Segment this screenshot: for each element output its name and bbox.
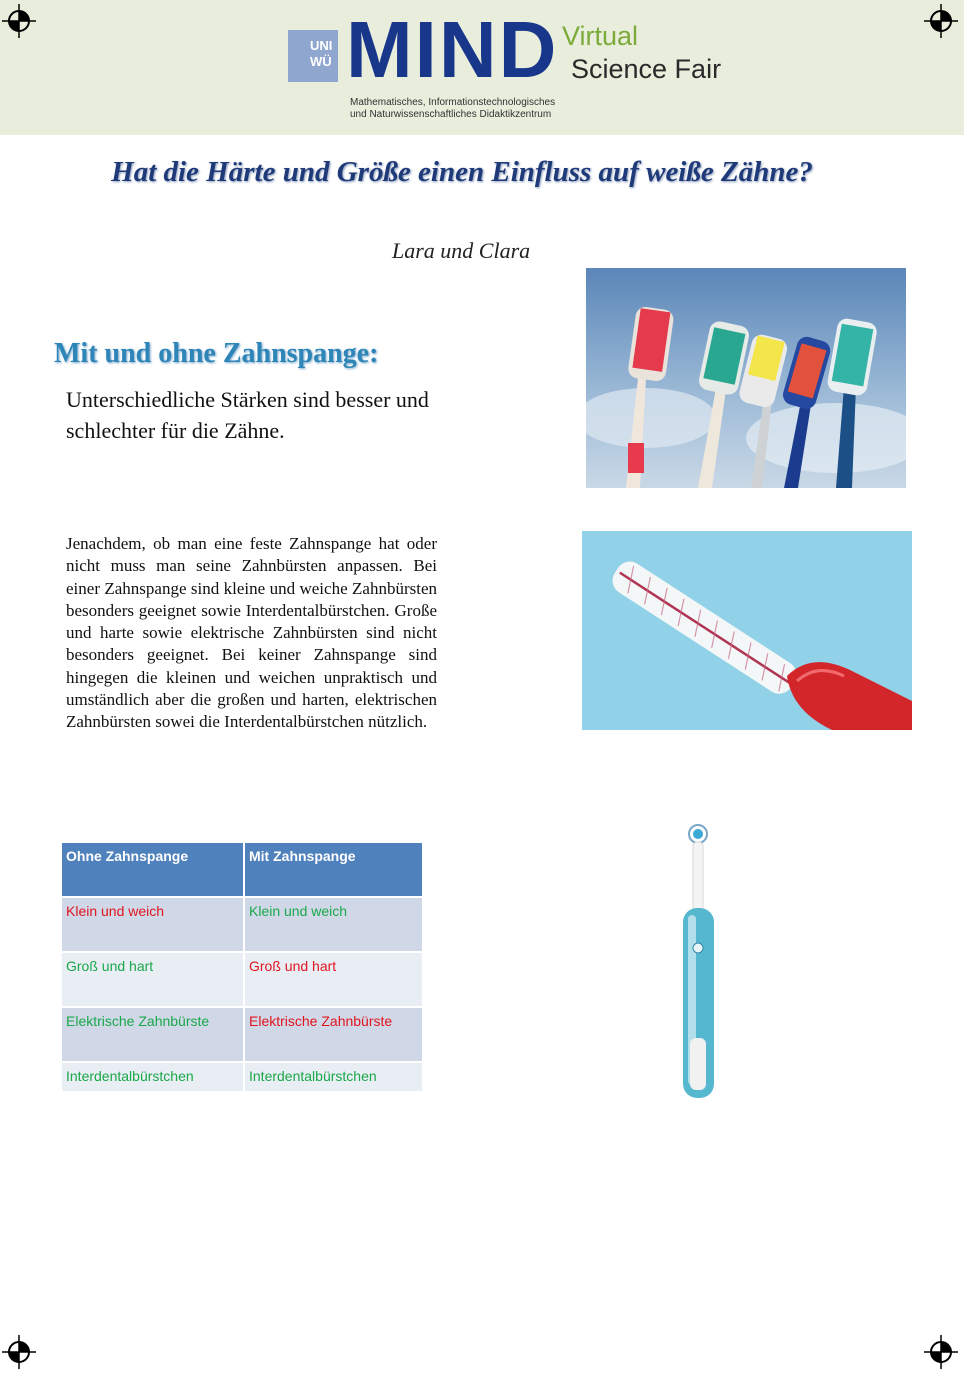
table-header-row — [62, 843, 423, 897]
table-cell: Klein und weich — [62, 897, 244, 952]
section-body: Jenachdem, ob man eine feste Zahnspange hat oder nicht muss man seine Zahnbürsten anpassen. Bei einer Zahnspange sind kleine und weiche Zahnbürsten besonders geeignet sowie Interdentalbürstchen. Große und harte sowie elektrische Zahnbürsten sind nicht besonders geeignet. Bei keiner Zahnspange sind hingegen die kleinen und weichen unpraktisch und umständlich aber die großen und harten, elektrischen Zahnbürsten sowei die Interdentalbürstchen nützlich. — [66, 534, 437, 732]
logo-subtitle-line1: Mathematisches, Informationstechnologisches — [350, 97, 556, 108]
page-title: Hat die Härte und Größe einen Einfluss auf weiße Zähne? — [111, 156, 813, 188]
table-cell: Interdentalbürstchen — [62, 1062, 244, 1092]
table-cell: Groß und hart — [244, 952, 423, 1007]
comparison-table — [62, 843, 424, 1093]
electric-toothbrush-photo — [676, 820, 722, 1100]
interdental-brush-photo — [582, 531, 912, 730]
header-band — [0, 0, 964, 135]
table-cell: Groß und hart — [62, 952, 244, 1007]
registration-mark-icon — [922, 2, 960, 40]
registration-mark-icon — [0, 2, 38, 40]
table-cell: Klein und weich — [244, 897, 423, 952]
section-heading: Mit und ohne Zahnspange: — [54, 338, 379, 369]
logo-virtual: Virtual — [562, 21, 639, 51]
table-header: Mit Zahnspange — [244, 843, 423, 897]
table-cell: Interdentalbürstchen — [244, 1062, 423, 1092]
mind-logo — [288, 5, 728, 126]
authors: Lara und Clara — [392, 238, 531, 263]
mind-wordmark: MIND — [346, 5, 559, 94]
table-header: Ohne Zahnspange — [62, 843, 244, 897]
registration-mark-icon — [0, 1333, 38, 1371]
table-cell: Elektrische Zahnbürste — [244, 1007, 423, 1062]
toothbrushes-photo — [586, 268, 906, 488]
registration-mark-icon — [922, 1333, 960, 1371]
logo-science-fair: Science Fair — [571, 54, 722, 84]
table-row — [62, 897, 423, 952]
table-row — [62, 1062, 423, 1092]
table-row — [62, 1007, 423, 1062]
logo-subtitle-line2: und Naturwissenschaftliches Didaktikzentrum — [350, 109, 552, 120]
table-cell: Elektrische Zahnbürste — [62, 1007, 244, 1062]
uni-wuerzburg-logo: UNI WÜ — [288, 30, 338, 82]
section-intro: Unterschiedliche Stärken sind besser und schlechter für die Zähne. — [66, 387, 429, 443]
table-row — [62, 952, 423, 1007]
